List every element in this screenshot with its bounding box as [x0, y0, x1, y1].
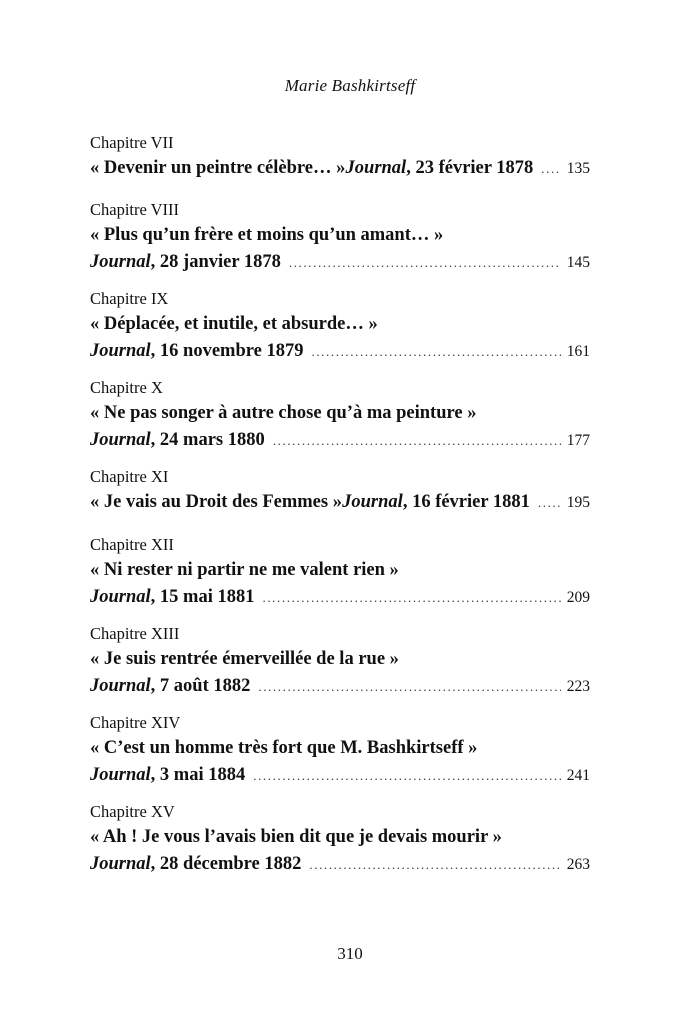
dot-leader [273, 429, 561, 453]
journal-date: , 16 novembre 1879 [150, 341, 304, 361]
chapter-label: Chapitre XV [90, 802, 175, 821]
journal-date: , 23 février 1878 [406, 158, 534, 178]
toc-line [90, 312, 590, 336]
journal-date: , 24 mars 1880 [150, 430, 265, 450]
chapter-quote: « Déplacée, et inutile, et absurde… » [90, 314, 378, 334]
page-number: 209 [566, 589, 590, 606]
chapter-quote: « C’est un homme très fort que M. Bashkirtseff » [90, 738, 478, 758]
toc-line [90, 223, 590, 247]
dot-leader [538, 491, 561, 515]
toc-entry [90, 289, 590, 363]
journal-reference [346, 156, 534, 180]
toc-entry [90, 378, 590, 452]
toc-line [90, 558, 590, 582]
toc-entry [90, 713, 590, 787]
chapter-label: Chapitre VII [90, 133, 174, 152]
journal-word: Journal [90, 854, 151, 874]
journal-word: Journal [90, 252, 151, 272]
chapter-quote: « Je suis rentrée émerveillée de la rue » [90, 649, 399, 669]
toc-entry [90, 133, 590, 180]
journal-word: Journal [90, 587, 151, 607]
journal-date: , 28 janvier 1878 [150, 252, 281, 272]
journal-word: Journal [90, 676, 151, 696]
dot-leader [262, 586, 560, 610]
journal-date: , 15 mai 1881 [150, 587, 255, 607]
running-header: Marie Bashkirtseff [284, 76, 416, 95]
dot-leader [311, 340, 560, 364]
journal-date: , 7 août 1882 [150, 676, 251, 696]
dot-leader [541, 157, 560, 181]
journal-word: Journal [90, 765, 151, 785]
journal-reference [90, 428, 265, 452]
page-number: 177 [566, 432, 590, 449]
toc-entry [90, 624, 590, 698]
chapter-label: Chapitre XIII [90, 624, 180, 643]
page-folio: 310 [337, 944, 363, 963]
toc-line [90, 674, 590, 698]
dot-leader [289, 251, 561, 275]
chapter-quote: « Ni rester ni partir ne me valent rien » [90, 560, 399, 580]
journal-date: , 28 décembre 1882 [150, 854, 302, 874]
page-number: 223 [566, 678, 590, 695]
journal-reference [90, 585, 254, 609]
journal-reference [90, 674, 250, 698]
toc-line [90, 852, 590, 876]
page-number: 263 [566, 856, 590, 873]
toc-line [90, 763, 590, 787]
toc-line [90, 825, 590, 849]
toc-entry [90, 200, 590, 274]
chapter-quote: « Devenir un peintre célèbre… » [90, 158, 346, 178]
toc-line [90, 647, 590, 671]
chapter-quote: « Plus qu’un frère et moins qu’un amant… » [90, 225, 444, 245]
chapter-label: Chapitre X [90, 378, 163, 397]
chapter-label: Chapitre XIV [90, 713, 181, 732]
dot-leader [258, 675, 560, 699]
journal-word: Journal [342, 492, 403, 512]
chapter-quote: « Ah ! Je vous l’avais bien dit que je devais mourir » [90, 827, 502, 847]
journal-date: , 16 février 1881 [402, 492, 530, 512]
journal-reference [342, 490, 530, 514]
journal-word: Journal [90, 341, 151, 361]
toc-entry [90, 467, 590, 514]
page-number: 195 [566, 494, 590, 511]
toc-line [90, 490, 590, 514]
chapter-label: Chapitre XI [90, 467, 169, 486]
journal-word: Journal [90, 430, 151, 450]
chapter-quote: « Ne pas songer à autre chose qu’à ma peinture » [90, 403, 477, 423]
chapter-label: Chapitre IX [90, 289, 169, 308]
journal-reference [90, 852, 301, 876]
chapter-label: Chapitre VIII [90, 200, 180, 219]
page-number: 241 [566, 767, 590, 784]
toc-line [90, 339, 590, 363]
toc-line [90, 428, 590, 452]
dot-leader [253, 764, 561, 788]
toc-line [90, 250, 590, 274]
toc-line [90, 736, 590, 760]
page-number: 145 [566, 254, 590, 271]
chapter-quote: « Je vais au Droit des Femmes » [90, 492, 342, 512]
toc-entry [90, 802, 590, 876]
toc-line [90, 401, 590, 425]
journal-reference [90, 339, 303, 363]
page-number: 161 [566, 343, 590, 360]
chapter-label: Chapitre XII [90, 535, 174, 554]
page-number: 135 [566, 160, 590, 177]
toc-entry [90, 535, 590, 609]
journal-reference [90, 763, 245, 787]
toc-line [90, 156, 590, 180]
toc-line [90, 585, 590, 609]
journal-word: Journal [345, 158, 407, 178]
journal-reference [90, 250, 281, 274]
dot-leader [309, 853, 560, 877]
journal-date: , 3 mai 1884 [150, 765, 246, 785]
